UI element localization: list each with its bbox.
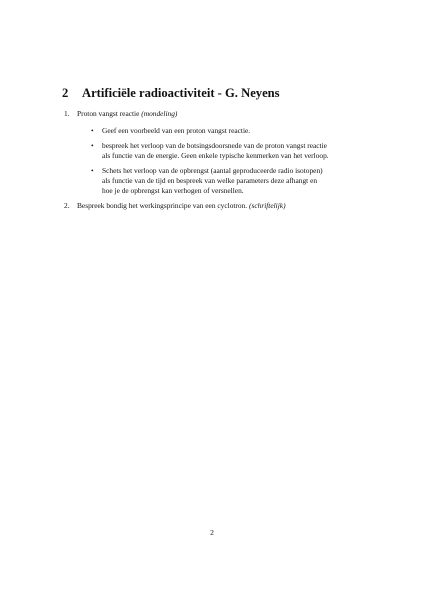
question-note: (mondeling) bbox=[141, 109, 178, 118]
bullet-list bbox=[77, 126, 364, 196]
question-text bbox=[77, 201, 286, 210]
question-text bbox=[77, 109, 177, 118]
bullet-item bbox=[89, 141, 329, 161]
question-item bbox=[64, 109, 364, 196]
section-title: Artificiële radioactiviteit - G. Neyens bbox=[82, 86, 280, 100]
section-heading bbox=[62, 86, 280, 101]
question-item bbox=[64, 201, 364, 211]
bullet-text: Geef een voorbeeld van een proton vangst reactie. bbox=[102, 126, 251, 135]
question-number: 1. bbox=[64, 109, 70, 118]
bullet-text: Schets het verloop van de opbrengst (aantal geproduceerde radio isotopen) als functie van de tijd en bespreek van welke parameters deze afhangt en hoe je de opbrengst kan verhogen of versnellen. bbox=[102, 166, 323, 195]
page-number: 2 bbox=[210, 528, 214, 537]
section-number: 2 bbox=[62, 86, 69, 100]
question-text-main: Proton vangst reactie bbox=[77, 109, 140, 118]
bullet-symbol: • bbox=[91, 141, 94, 150]
question-text-main: Bespreek bondig het werkingsprincipe van een cyclotron. bbox=[77, 201, 248, 210]
bullet-text: bespreek het verloop van de botsingsdoorsnede van de proton vangst reactie als functie van de energie. Geen enkele typische kenmerken van het verloop. bbox=[102, 141, 329, 160]
bullet-item bbox=[89, 126, 329, 136]
bullet-symbol: • bbox=[91, 126, 94, 135]
question-note: (schriftelijk) bbox=[249, 201, 286, 210]
bullet-item bbox=[89, 166, 329, 196]
question-list bbox=[64, 109, 364, 211]
bullet-symbol: • bbox=[91, 166, 94, 175]
question-number: 2. bbox=[64, 201, 70, 210]
